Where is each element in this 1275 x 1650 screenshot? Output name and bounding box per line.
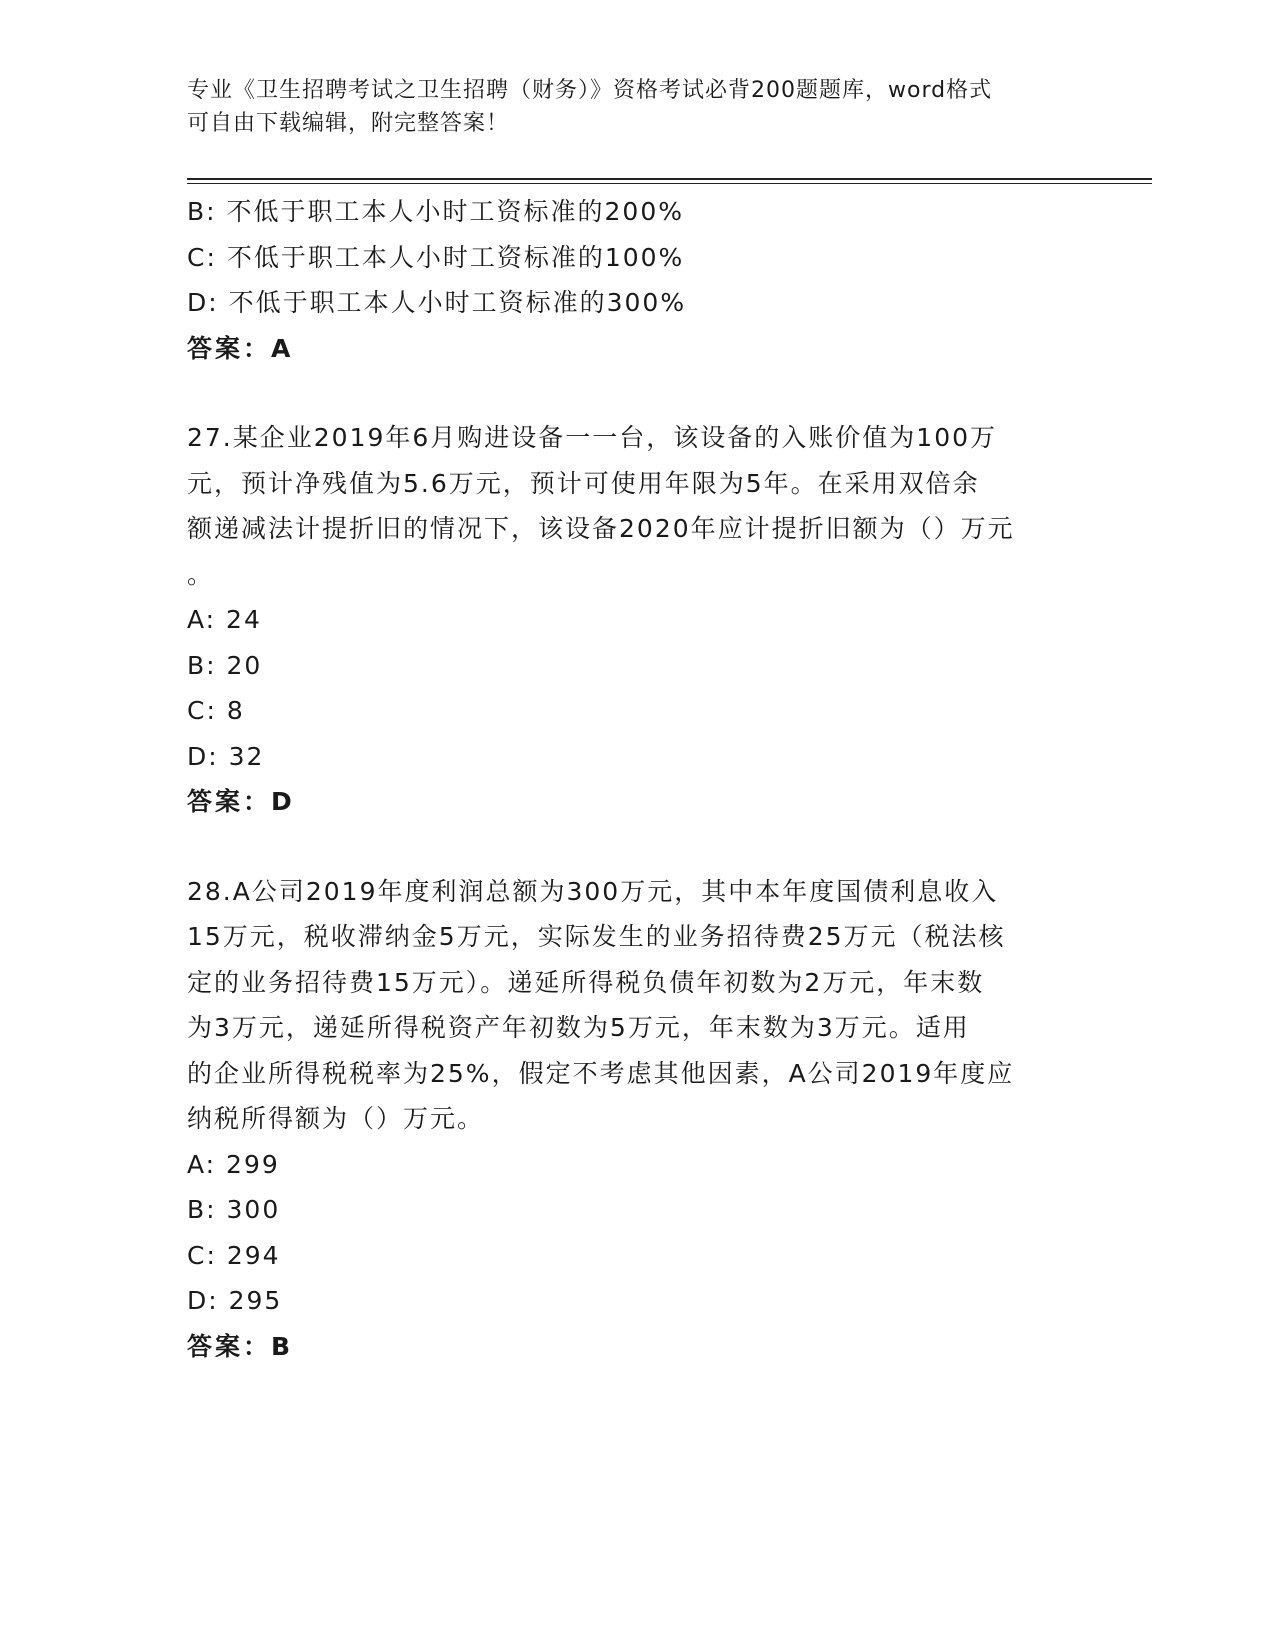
question-stem-line: 的企业所得税税率为25%，假定不考虑其他因素，A公司2019年度应 (187, 1058, 1015, 1088)
option-c: C: 294 (187, 1240, 281, 1270)
header-divider (187, 178, 1152, 180)
answer: 答案：D (187, 787, 295, 816)
document-body (187, 189, 1087, 1369)
header-line-2: 可自由下载编辑，附完整答案！ (187, 111, 510, 136)
header-line-1: 专业《卫生招聘考试之卫生招聘（财务）》资格考试必背200题题库，word格式 (187, 78, 993, 103)
question-stem-line: 为3万元，递延所得税资产年初数为5万元，年末数为3万元。适用 (187, 1013, 970, 1042)
question-stem-line: 15万元，税收滞纳金5万元，实际发生的业务招待费25万元（税法核 (187, 922, 1006, 951)
header-divider-thin (187, 183, 1152, 184)
question-stem-line: 27.某企业2019年6月购进设备一一台，该设备的入账价值为100万 (187, 423, 998, 452)
answer: 答案：A (187, 333, 294, 363)
option-a: A: 24 (187, 605, 262, 634)
answer: 答案：B (187, 1331, 294, 1361)
option-c: C: 不低于职工本人小时工资标准的100% (187, 242, 685, 272)
option-d: D: 32 (187, 741, 265, 771)
option-b: B: 20 (187, 650, 263, 680)
question-stem-line: 定的业务招待费15万元）。递延所得税负债年初数为2万元，年末数 (187, 967, 985, 997)
option-b: B: 不低于职工本人小时工资标准的200% (187, 197, 684, 226)
option-d: D: 不低于职工本人小时工资标准的300% (187, 288, 687, 317)
option-b: B: 300 (187, 1195, 281, 1224)
question-stem-line: 。 (187, 559, 215, 589)
question-27 (187, 415, 1087, 825)
question-stem-line: 额递减法计提折旧的情况下，该设备2020年应计提折旧额为（）万元 (187, 514, 1015, 543)
question-stem-line: 纳税所得额为（）万元。 (187, 1104, 485, 1133)
question-26 (187, 189, 1087, 371)
option-c: C: 8 (187, 696, 245, 725)
option-a: A: 299 (187, 1149, 280, 1179)
option-d: D: 295 (187, 1286, 283, 1315)
question-28 (187, 869, 1087, 1370)
question-stem-line: 元，预计净残值为5.6万元，预计可使用年限为5年。在采用双倍余 (187, 468, 980, 498)
document-header (187, 74, 1067, 140)
question-stem-line: 28.A公司2019年度利润总额为300万元，其中本年度国债利息收入 (187, 876, 999, 906)
